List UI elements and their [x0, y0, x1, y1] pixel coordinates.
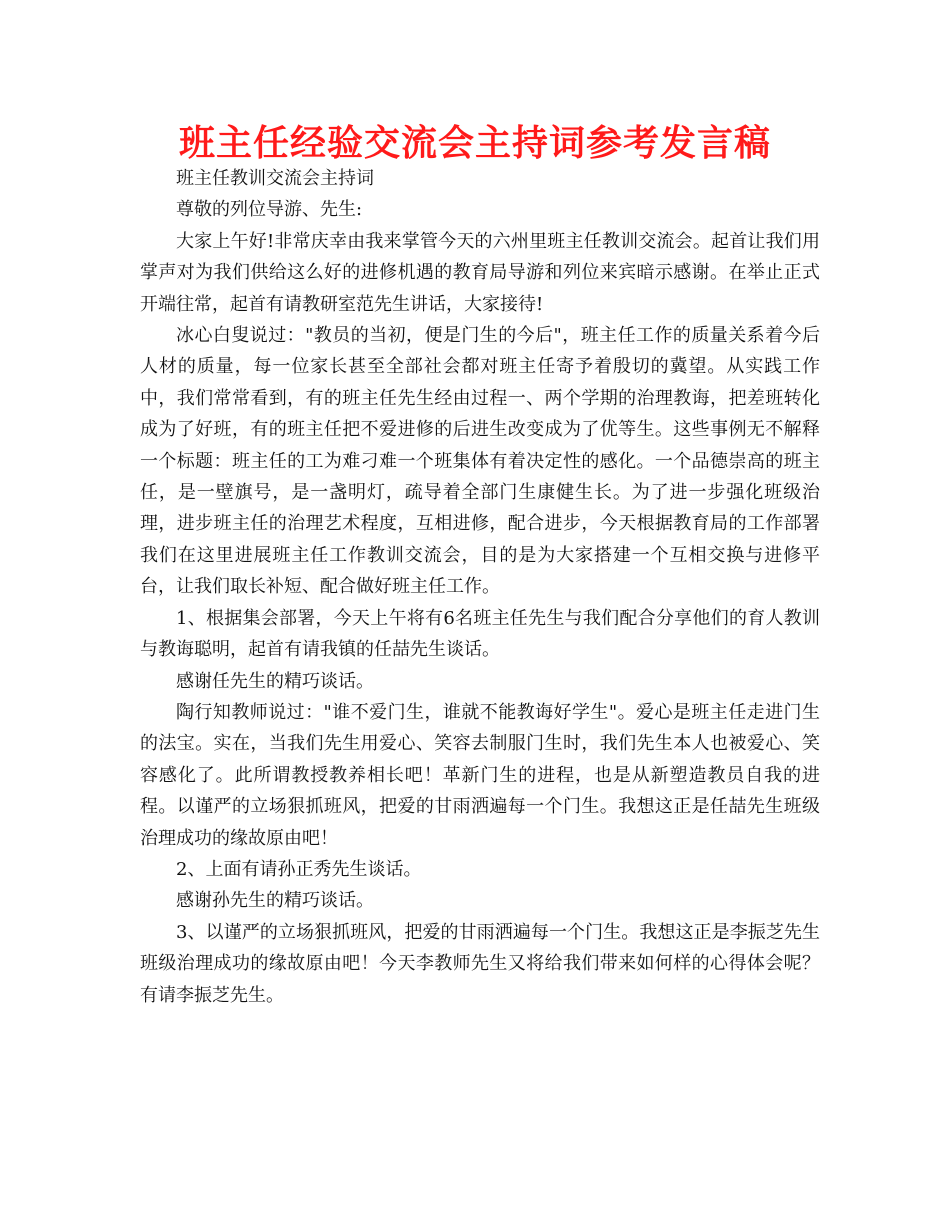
- document-title: 班主任经验交流会主持词参考发言稿: [178, 123, 771, 164]
- paragraph-item-1: 1、根据集会部署，今天上午将有6名班主任先生与我们配合分享他们的育人教训与教诲聪明，起首有请我镇的任喆先生谈话。: [140, 607, 820, 661]
- paragraph-bingxin-quote: 冰心白叟说过："教员的当初，便是门生的今后"，班主任工作的质量关系着今后人材的质量，每一位家长甚至全部社会都对班主任寄予着殷切的冀望。从实践工作中，我们常常看到，有的班主任先生经由过程一、两个学期的治理教诲，把差班转化成为了好班，有的班主任把不爱进修的后进生改变成为了优等生。这些事例无不解释一个标题：班主任的工为难刁难一个班集体有着决定性的感化。一个品德崇高的班主任，是一壁旗号，是一盏明灯，疏导着全部门生康健生长。为了进一步强化班级治理，进步班主任的治理艺术程度，互相进修，配合进步，今天根据教育局的工作部署我们在这里进展班主任工作教训交流会，目的是为大家搭建一个互相交换与进修平台，让我们取长补短、配合做好班主任工作。: [140, 325, 820, 598]
- paragraph-thanks-ren: 感谢任先生的精巧谈话。: [176, 670, 374, 692]
- paragraph-salutation: 尊敬的列位导游、先生:: [176, 199, 363, 221]
- paragraph-tao-quote: 陶行知教师说过："谁不爱门生，谁就不能教诲好学生"。爱心是班主任走进门生的法宝。实在，当我们先生用爱心、笑容去制服门生时，我们先生本人也被爱心、笑容感化了。此所谓教授教养相长吧！革新门生的进程，也是从新塑造教员自我的进程。以谨严的立场狠抓班风，把爱的甘雨洒遍每一个门生。我想这正是任喆先生班级治理成功的缘故原由吧！: [140, 701, 820, 849]
- paragraph-item-3: 3、以谨严的立场狠抓班风，把爱的甘雨洒遍每一个门生。我想这正是李振芝先生班级治理成功的缘故原由吧！今天李教师先生又将给我们带来如何样的心得体会呢？有请李振芝先生。: [140, 921, 820, 1006]
- paragraph-item-2: 2、上面有请孙正秀先生谈话。: [176, 858, 422, 880]
- paragraph-opening: 大家上午好!非常庆幸由我来掌管今天的六州里班主任教训交流会。起首让我们用掌声对为我们供给这么好的进修机遇的教育局导游和列位来宾暗示感谢。在举止正式开端往常，起首有请教研室范先生讲话，大家接待!: [140, 230, 820, 315]
- paragraph-subtitle: 班主任教训交流会主持词: [176, 168, 374, 189]
- paragraph-thanks-sun: 感谢孙先生的精巧谈话。: [176, 890, 374, 912]
- document-body: [140, 163, 820, 1011]
